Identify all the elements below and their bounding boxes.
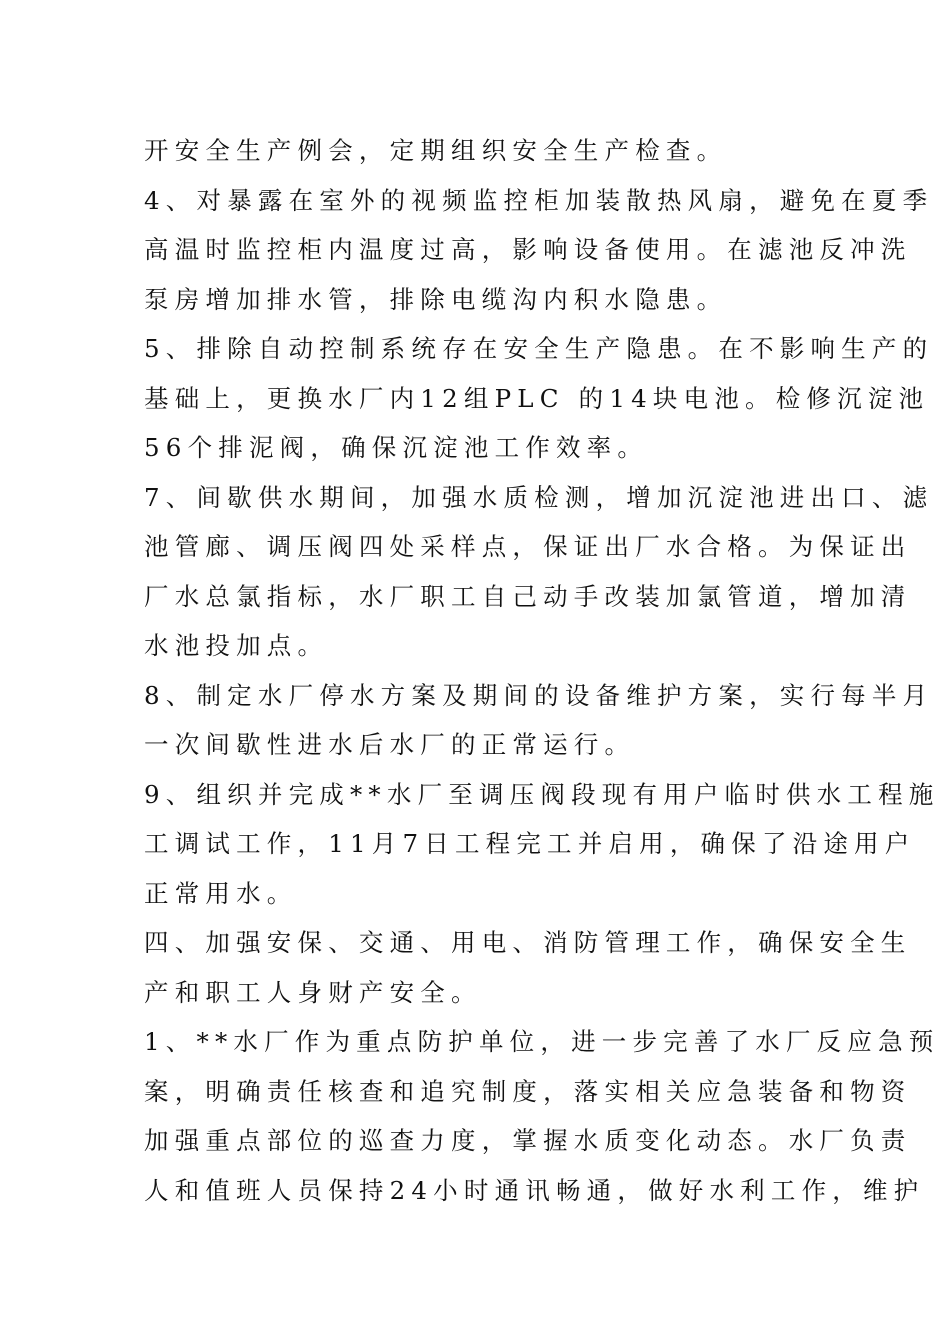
text-line: 四、加强安保、交通、用电、消防管理工作，确保安全生 — [144, 928, 912, 957]
text-line: 厂水总氯指标，水厂职工自己动手改装加氯管道，增加清 — [144, 581, 912, 611]
text-line: 泵房增加排水管，排除电缆沟内积水隐患。 — [144, 284, 728, 314]
text-line: 8、制定水厂停水方案及期间的设备维护方案，实行每半月 — [144, 680, 934, 710]
text-line: 产和职工人身财产安全。 — [144, 977, 482, 1007]
text-line: 工调试工作，11月7日工程完工并启用，确保了沿途用户 — [144, 829, 916, 858]
text-line: 案，明确责任核查和追究制度，落实相关应急装备和物资 — [144, 1076, 912, 1106]
document-body — [144, 126, 940, 1215]
text-line: 高温时监控柜内温度过高，影响设备使用。在滤池反冲洗 — [144, 235, 912, 264]
text-line: 5、排除自动控制系统存在安全生产隐患。在不影响生产的 — [144, 334, 934, 363]
text-line: 7、间歇供水期间，加强水质检测，增加沉淀池进出口、滤 — [144, 482, 934, 512]
text-line: 56个排泥阀，确保沉淀池工作效率。 — [144, 433, 649, 462]
text-line: 水池投加点。 — [144, 631, 329, 660]
text-line: 池管廊、调压阀四处采样点，保证出厂水合格。为保证出 — [144, 532, 912, 561]
text-line: 加强重点部位的巡查力度，掌握水质变化动态。水厂负责 — [144, 1126, 912, 1155]
text-line: 一次间歇性进水后水厂的正常运行。 — [144, 730, 636, 759]
text-line: 9、组织并完成**水厂至调压阀段现有用户临时供水工程施 — [144, 779, 940, 809]
text-line: 开安全生产例会，定期组织安全生产检查。 — [144, 136, 728, 165]
text-line: 4、对暴露在室外的视频监控柜加装散热风扇，避免在夏季 — [144, 185, 934, 215]
text-line: 1、**水厂作为重点防护单位，进一步完善了水厂反应急预 — [144, 1027, 940, 1056]
text-line: 人和值班人员保持24小时通讯畅通，做好水利工作，维护 — [144, 1175, 925, 1205]
text-line: 基础上，更换水厂内12组PLC 的14块电池。检修沉淀池 — [144, 383, 930, 413]
text-line: 正常用水。 — [144, 878, 298, 908]
